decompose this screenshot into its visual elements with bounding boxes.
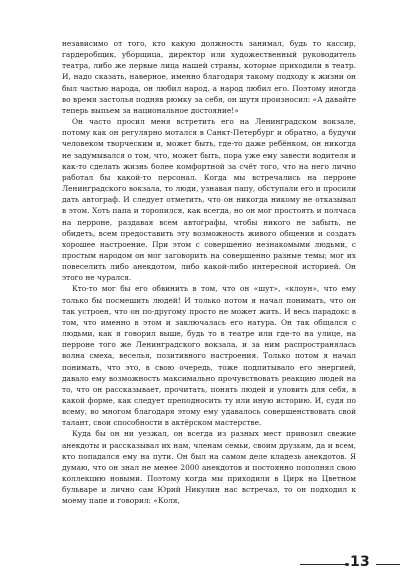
paragraph-1: независимо от того, кто какую должность занимал, будь то кассир, гардеробщик, уборщица, директор или художественный руководитель театра, либо же первые лица нашей страны, которые приходили в театр. И, надо сказать, наверное, именно благодаря такому подходу к жизни он был частью народа, он любил народ, а народ любил его. Поэтому иногда во время застолья подняв рюмку за себя, он шутя произносил: «А давайте теперь выпьем за национальное достояние!» — [62, 39, 356, 115]
page-footer — [300, 555, 400, 571]
paragraph-4: Куда бы он ни уезжал, он всегда из разных мест привозил свежие анекдоты и рассказывал их нам, членам семьи, своим друзьям, да и всем, кто попадался ему на пути. Он был на самом деле кладезь анекдотов. Я думаю, что он знал не менее 2000 анекдотов и постоянно пополнял свою коллекцию новыми. Поэтому когда мы приходили в Цирк на Цветном бульваре и лично сам Юрий Никулин нас встречал, то он подходил к моему папе и говорил: «Коля, — [62, 429, 356, 506]
footer-rule-tail — [376, 564, 400, 565]
paragraph-2: Он часто просил меня встретить его на Ленинградском вокзале, потому как он регулярно мотался в Санкт-Петербург и обратно, а будучи человеком творческим и, может быть, где-то даже ребёнком, он никогда не задумывался о том, что, может быть, пора уже ему завести водителя и как-то сделать жизнь более комфортной за счёт того, что на него лично работал бы какой-то персонал. Когда мы встречались на перроне Ленинградского вокзала, то люди, узнавая папу, обступали его и просили дать автограф. И следует отметить, что он никогда никому не отказывал в этом. Хоть папа и торопился, как всегда, но он мог простоять и полчаса на перроне, раздавая всем автографы, чтобы никого не забыть, не обидеть, всем предоставить эту возможность живого общения и создать хорошее настроение. При этом с совершенно незнакомыми людьми, с простым народом он мог заговорить на совершенно разные темы; мог их повеселить либо анекдотом, либо какой-либо интересной историей. Он этого не чурался. — [62, 117, 356, 283]
body-text — [62, 38, 356, 507]
page-number: 13 — [350, 554, 371, 570]
footer-rule — [300, 564, 346, 565]
footer-dot-ornament — [345, 563, 349, 567]
paragraph-3: Кто-то мог бы его обвинить в том, что он «шут», «клоун», что ему только бы посмешить людей! И только потом я начал понимать, что он так устроен, что он по-другому просто не может жить. И весь парадокс в том, что именно в этом и заключалась его натура. Он так общался с людьми, как я говорил выше, будь то в театре или где-то на улице, на перроне того же Ленинградского вокзала, и за ним распространялась волна смеха, веселья, позитивного настроения. Только потом я начал понимать, что это, в свою очередь, тоже подпитывало его энергией, давало ему возможность максимально прочувствовать реакцию людей на то, что он рассказывает, прочитать, понять людей и уловить для себя, в какой форме, как следует преподносить ту или иную историю. И, судя по всему, во многом благодаря этому ему удавалось совершенствовать свой талант, свои способности в актёрском мастерстве. — [62, 284, 356, 428]
